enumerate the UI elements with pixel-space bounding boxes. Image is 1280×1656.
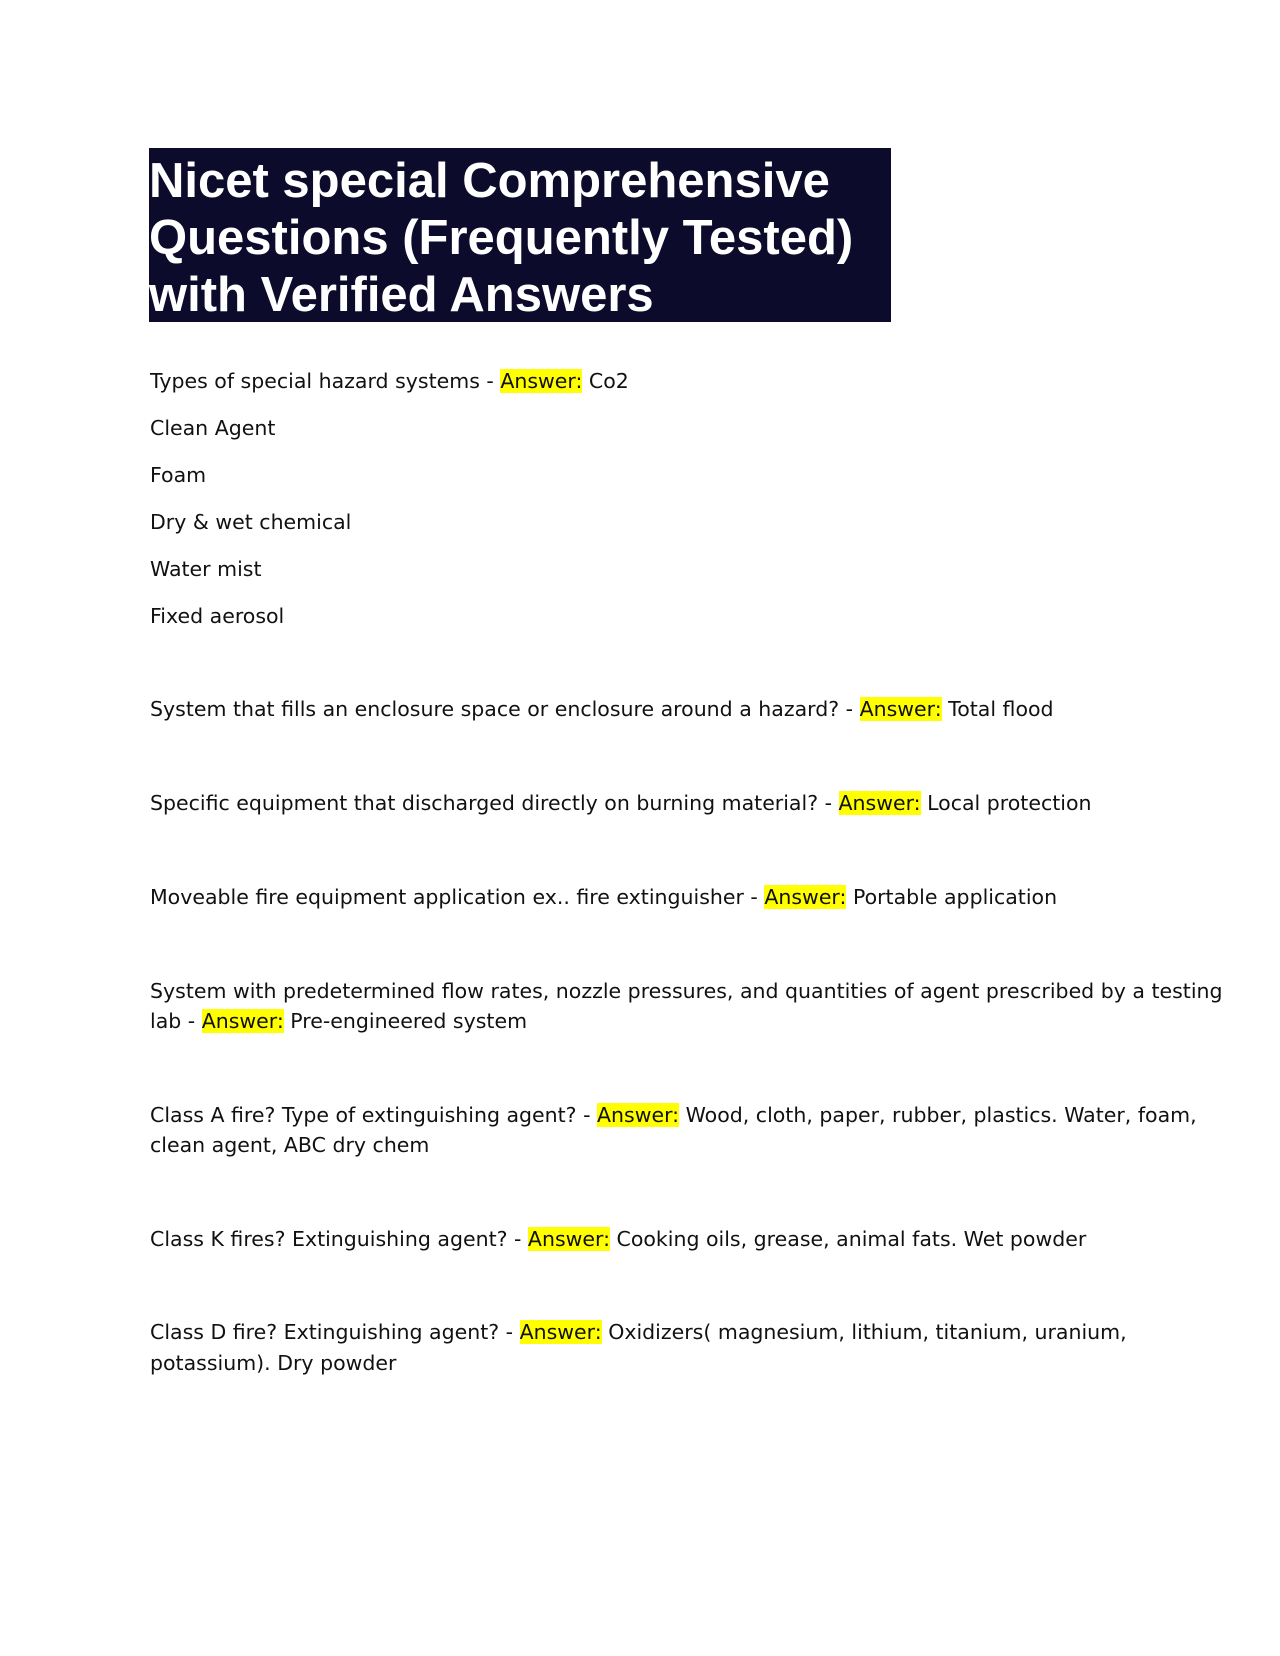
answer-label: Answer: <box>859 697 942 721</box>
title-line: Questions (Frequently Tested) <box>149 211 854 265</box>
answer-text: Local protection <box>927 791 1092 815</box>
list-item: Foam <box>150 463 207 487</box>
qa-line <box>150 882 1057 913</box>
question-text: Moveable fire equipment application ex.. fire extinguisher - <box>150 885 765 909</box>
answer-text: clean agent, ABC dry chem <box>150 1133 430 1157</box>
qa-line <box>150 366 629 397</box>
answer-text: Co2 <box>588 369 629 393</box>
title-line: with Verified Answers <box>149 268 654 322</box>
answer-text: Cooking oils, grease, animal fats. Wet powder <box>616 1227 1087 1251</box>
answer-text: potassium). Dry powder <box>150 1351 397 1375</box>
question-text: Types of special hazard systems - <box>150 369 501 393</box>
question-text: System that fills an enclosure space or enclosure around a hazard? - <box>150 697 860 721</box>
question-text: Class K fires? Extinguishing agent? - <box>150 1227 528 1251</box>
document-title <box>149 148 891 322</box>
answer-label: Answer: <box>201 1009 284 1033</box>
answer-label: Answer: <box>527 1227 610 1251</box>
question-text: lab - <box>150 1009 202 1033</box>
question-text: System with predetermined flow rates, nozzle pressures, and quantities of agent prescribed by a testing <box>150 979 1223 1003</box>
list-item: Fixed aerosol <box>150 604 285 628</box>
question-text: Specific equipment that discharged directly on burning material? - <box>150 791 839 815</box>
answer-text: Portable application <box>852 885 1058 909</box>
answer-label: Answer: <box>597 1103 680 1127</box>
qa-line <box>150 788 1091 819</box>
qa-line <box>150 1317 1127 1348</box>
answer-text: Total flood <box>948 697 1054 721</box>
qa-line <box>150 694 1054 725</box>
qa-line <box>150 1006 527 1037</box>
answer-label: Answer: <box>838 791 921 815</box>
list-item: Dry & wet chemical <box>150 510 352 534</box>
answer-text: Wood, cloth, paper, rubber, plastics. Water, foam, <box>685 1103 1197 1127</box>
answer-text: Oxidizers( magnesium, lithium, titanium, uranium, <box>608 1320 1127 1344</box>
list-item: Clean Agent <box>150 416 276 440</box>
answer-label: Answer: <box>519 1320 602 1344</box>
answer-label: Answer: <box>500 369 583 393</box>
question-text: Class D fire? Extinguishing agent? - <box>150 1320 520 1344</box>
qa-line <box>150 1100 1197 1131</box>
list-item: Water mist <box>150 557 262 581</box>
answer-label: Answer: <box>764 885 847 909</box>
answer-text: Pre-engineered system <box>290 1009 528 1033</box>
question-text: Class A fire? Type of extinguishing agent? - <box>150 1103 597 1127</box>
qa-line <box>150 1224 1086 1255</box>
title-line: Nicet special Comprehensive <box>149 154 830 208</box>
